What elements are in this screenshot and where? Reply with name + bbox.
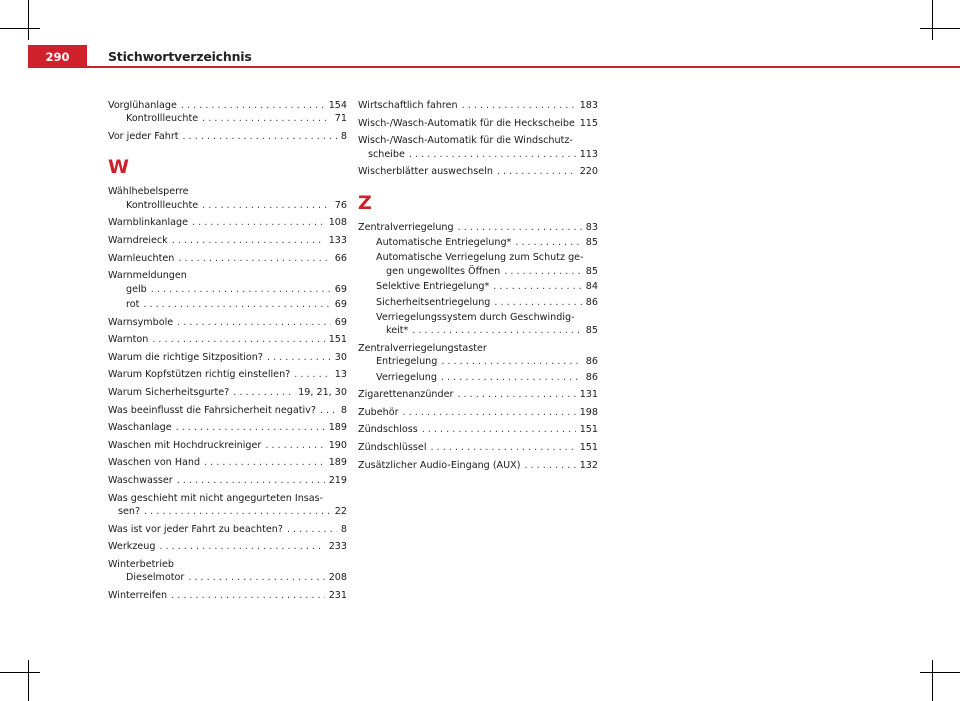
entry-page: 69 [334,316,347,328]
subentry-term: Automatische Entriegelung* [376,237,512,248]
entry-term: Zündschlüssel [358,442,427,454]
entry-term-continued: scheibe [368,148,405,160]
entry-term: Vorglühanlage [108,100,177,111]
subentry-term: Verriegelung [376,371,437,383]
subentry-page: 71 [334,113,347,125]
index-entry [358,441,598,454]
entry-term: Zentralverriegelungstaster [358,342,487,354]
index-entry [358,342,598,384]
entry-page: 189 [328,457,347,469]
entry-term: Wisch-/Wasch-Automatik für die Windschutz- [358,135,573,147]
entry-term: Waschanlage [108,422,172,434]
index-entry [108,185,347,212]
section-letter-z: Z [358,191,372,214]
entry-page: 8 [340,523,347,535]
entry-page: 115 [579,117,598,129]
entry-term: Wischerblätter auswechseln [358,166,493,178]
entry-page: 154 [328,100,347,111]
subentry-page: 69 [334,283,347,295]
entry-page: 220 [579,166,598,178]
page-number: 290 [28,45,87,68]
entry-term: Warum Sicherheitsgurte? [108,386,230,398]
entry-term: Winterbetrieb [108,558,174,570]
entry-term: Wählhebelsperre [108,186,189,198]
subentry-term: Selektive Entriegelung* [376,281,490,293]
entry-page: 233 [328,541,347,553]
entry-page: 66 [334,252,347,264]
crop-mark [28,660,29,701]
entry-term: Waschwasser [108,474,173,486]
entry-page: 133 [328,235,347,246]
subentry-term: gelb [126,283,147,295]
entry-term: Warum Kopfstützen richtig einstellen? [108,369,291,381]
entry-page: 30 [334,351,347,363]
index-column-left [108,99,347,606]
entry-page: 219 [328,474,347,486]
index-subentry [358,311,598,338]
index-entry [108,540,347,553]
index-entry [108,333,347,346]
index-entry [358,406,598,419]
index-entry [108,523,347,536]
subentry-term-continued: keit* [386,325,409,337]
index-entry [108,130,347,143]
index-column-right [358,99,598,476]
index-entry [108,99,347,126]
entry-term: Warnton [108,334,149,346]
section-letter-w: W [108,156,129,179]
entry-term: Zentralverriegelung [358,221,454,233]
index-entry [108,589,347,602]
index-entry [108,456,347,469]
index-subentry [358,251,598,278]
entry-term: Zubehör [358,406,399,418]
crop-mark [0,672,40,673]
entry-term: Warnsymbole [108,316,174,328]
entry-term-continued: sen? [118,505,141,517]
entry-page: 198 [579,406,598,418]
entry-term: Werkzeug [108,541,156,553]
index-entry [108,492,347,519]
entry-term: Wisch-/Wasch-Automatik für die Heckscheibe [358,117,575,129]
entry-term: Vor jeder Fahrt [108,131,179,142]
index-entry [358,459,598,472]
subentry-term: Entriegelung [376,356,438,368]
entry-term: Warnmeldungen [108,270,187,282]
entry-page: 83 [585,221,598,233]
entry-term: Winterreifen [108,589,168,601]
index-entry [108,421,347,434]
subentry-page: 85 [585,265,598,277]
subentry-page: 85 [585,325,598,337]
header-rule [28,66,960,68]
entry-term: Zigarettenanzünder [358,389,454,401]
crop-mark [920,672,960,673]
entry-term: Warnleuchten [108,252,175,264]
entry-term: Zusätzlicher Audio-Eingang (AUX) [358,459,521,471]
entry-term: Was ist vor jeder Fahrt zu beachten? [108,523,283,535]
entry-term: Warnblinkanlage [108,217,188,229]
index-entry [108,474,347,487]
crop-mark [0,28,40,29]
entry-page: 183 [579,100,598,111]
crop-mark [932,660,933,701]
index-subentry [358,236,598,249]
index-entry [108,234,347,247]
index-entry [358,423,598,436]
subentry-page: 85 [585,237,598,248]
index-entry [358,165,598,178]
index-subentry [358,296,598,309]
index-entry [108,216,347,229]
index-entry [358,388,598,401]
entry-page: 132 [579,459,598,471]
subentry-page: 86 [585,296,598,308]
subentry-term-continued: gen ungewolltes Öffnen [386,265,501,277]
subentry-term: Kontrollleuchte [126,199,199,211]
crop-mark [920,28,960,29]
index-entry [358,221,598,234]
crop-mark [932,0,933,40]
entry-page: 13 [334,369,347,381]
index-entry [108,269,347,311]
index-entry [358,117,598,130]
entry-page: 131 [579,389,598,401]
entry-page: 189 [328,422,347,434]
entry-page: 151 [328,334,347,346]
page-title: Stichwortverzeichnis [108,49,252,64]
subentry-page: 76 [334,199,347,211]
entry-term: Waschen von Hand [108,457,201,469]
index-subentry [358,280,598,293]
entry-page: 151 [579,424,598,436]
entry-term: Was beeinflusst die Fahrsicherheit negativ? [108,404,316,416]
index-entry [358,134,598,161]
entry-page: 8 [340,404,347,416]
index-entry [108,368,347,381]
entry-page: 113 [579,148,598,160]
index-entry [108,404,347,417]
entry-page: 19, 21, 30 [298,386,347,398]
subentry-page: 86 [585,371,598,383]
subentry-term: Sicherheitsentriegelung [376,296,491,308]
crop-mark [28,0,29,40]
entry-term: Warndreieck [108,235,168,246]
entry-term: Zündschloss [358,424,418,436]
entry-term: Waschen mit Hochdruckreiniger [108,439,262,451]
index-entry [108,558,347,585]
subentry-page: 86 [585,356,598,368]
index-entry [108,386,347,399]
subentry-term: Automatische Verriegelung zum Schutz ge- [376,252,584,264]
subentry-term: Dieselmotor [126,572,185,584]
entry-page: 8 [340,131,347,142]
entry-term: Warum die richtige Sitzposition? [108,351,263,363]
entry-page: 231 [328,589,347,601]
subentry-term: Kontrollleuchte [126,113,199,125]
index-entry [358,99,598,112]
subentry-page: 84 [585,281,598,293]
subentry-page: 69 [334,299,347,310]
entry-term: Was geschieht mit nicht angegurteten Insas- [108,492,324,504]
subentry-page: 208 [328,572,347,584]
entry-page: 22 [334,505,347,517]
index-entry [108,439,347,452]
subentry-term: rot [126,299,140,310]
entry-page: 151 [579,442,598,454]
entry-term: Wirtschaftlich fahren [358,100,458,111]
entry-page: 190 [328,439,347,451]
index-entry [108,252,347,265]
entry-page: 108 [328,217,347,229]
index-entry [108,316,347,329]
subentry-term: Verriegelungssystem durch Geschwindig- [376,312,575,324]
index-entry [108,351,347,364]
